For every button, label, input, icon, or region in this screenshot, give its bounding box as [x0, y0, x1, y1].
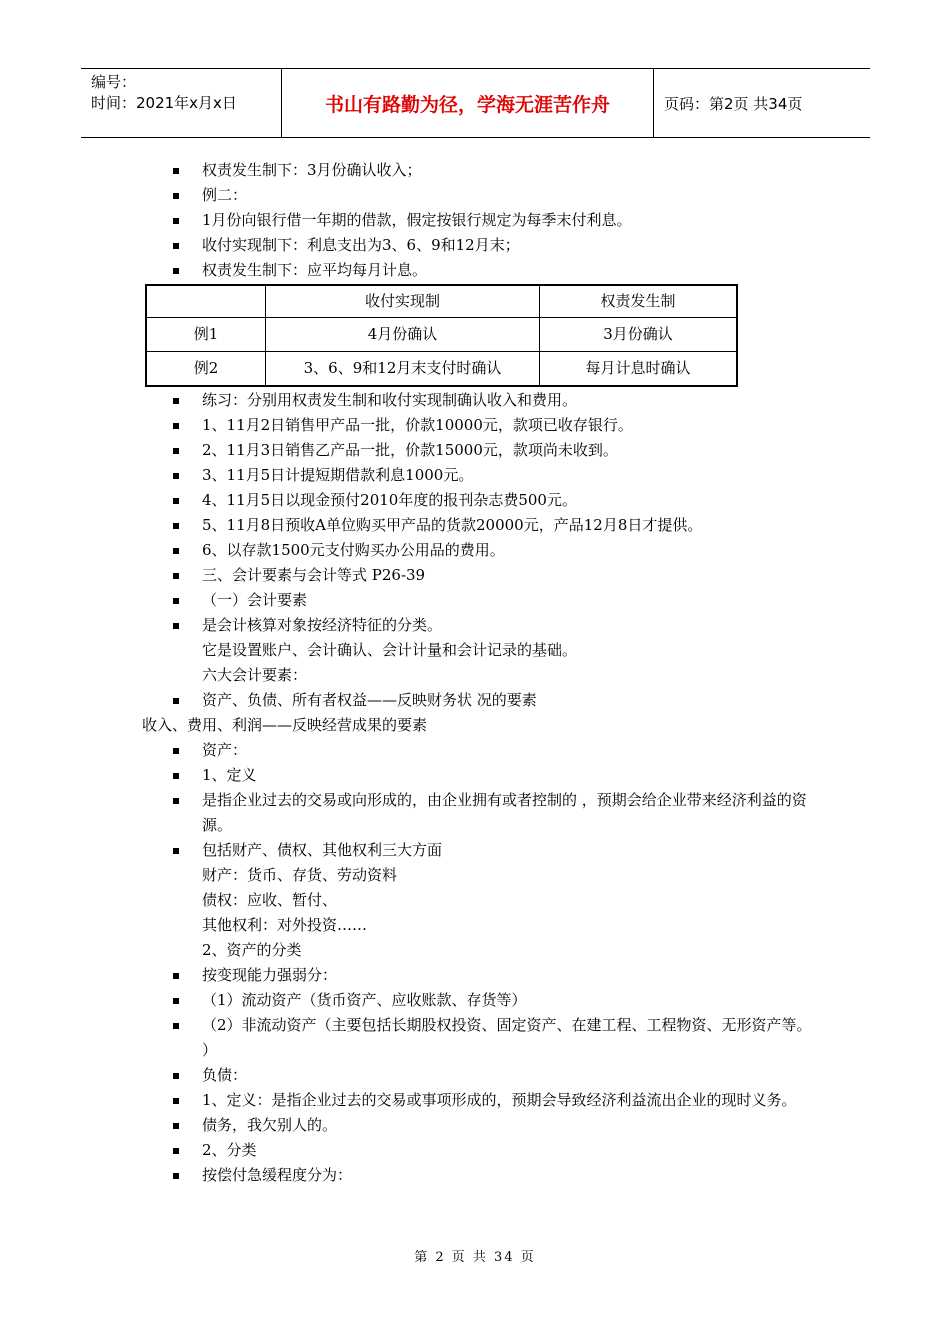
- paragraph-line: 财产：货币、存货、劳动资料: [202, 866, 398, 884]
- text-block-after-table: [142, 388, 820, 1188]
- comparison-table: [145, 284, 738, 387]
- header-page-info: 页码：第2页 共34页: [664, 94, 803, 113]
- bullet-item: 是指企业过去的交易或向形成的，由企业拥有或者控制的 ，预期会给企业带来经济利益的资源。: [170, 788, 820, 838]
- bullet-item: 1、定义：是指企业过去的交易或事项形成的，预期会导致经济利益流出企业的现时义务。: [170, 1088, 820, 1113]
- table-header-cell: 收付实现制: [266, 285, 540, 318]
- table-header-cell: [146, 285, 266, 318]
- document-body: [142, 158, 820, 1188]
- bullet-item: 权责发生制下：应平均每月计息。: [170, 258, 820, 283]
- bullet-item: 5、11月8日预收A单位购买甲产品的货款20000元，产品12月8日才提供。: [170, 513, 820, 538]
- bullet-item: 资产：: [170, 738, 820, 763]
- bullet-item: 4、11月5日以现金预付2010年度的报刊杂志费500元。: [170, 488, 820, 513]
- bullet-item: 包括财产、债权、其他权利三大方面: [170, 838, 820, 863]
- table-header-cell: 权责发生制: [540, 285, 738, 318]
- table-cell: 3月份确认: [540, 318, 738, 352]
- paragraph-line: 2、资产的分类: [202, 941, 302, 959]
- bullet-item: 2、分类: [170, 1138, 820, 1163]
- bullet-item: 按变现能力强弱分：: [170, 963, 820, 988]
- paragraph-line: 它是设置账户、会计确认、会计计量和会计记录的基础。: [202, 641, 578, 659]
- table-cell: 每月计息时确认: [540, 352, 738, 387]
- bullet-item: 按偿付急缓程度分为：: [170, 1163, 820, 1188]
- bullet-item: 1、定义: [170, 763, 820, 788]
- table-cell: 例2: [146, 352, 266, 387]
- table-cell: 例1: [146, 318, 266, 352]
- bullet-item: 是会计核算对象按经济特征的分类。: [170, 613, 820, 638]
- bullet-item: 负债：: [170, 1063, 820, 1088]
- bullet-item: （一）会计要素: [170, 588, 820, 613]
- text-block-before-table: [170, 158, 820, 283]
- paragraph-line: 六大会计要素：: [202, 666, 308, 684]
- document-number-label: 编号：: [91, 73, 137, 91]
- table-row: [146, 318, 737, 352]
- table-cell: 3、6、9和12月末支付时确认: [266, 352, 540, 387]
- paragraph-line: 收入、费用、利润——反映经营成果的要素: [142, 716, 428, 734]
- bullet-item: 例二：: [170, 183, 820, 208]
- header-motto: 书山有路勤为径，学海无涯苦作舟: [281, 69, 654, 137]
- page-header: [81, 68, 870, 138]
- bullet-item: 权责发生制下：3月份确认收入；: [170, 158, 820, 183]
- bullet-item: （1）流动资产（货币资产、应收账款、存货等）: [170, 988, 820, 1013]
- header-meta: [81, 69, 281, 137]
- bullet-item: 6、以存款1500元支付购买办公用品的费用。: [170, 538, 820, 563]
- page-footer: 第 2 页 共 34 页: [414, 1250, 536, 1265]
- bullet-item: （2）非流动资产（主要包括长期股权投资、固定资产、在建工程、工程物资、无形资产等。 ）: [170, 1013, 820, 1063]
- bullet-item: 3、11月5日计提短期借款利息1000元。: [170, 463, 820, 488]
- bullet-item: 资产、负债、所有者权益——反映财务状 况的要素: [170, 688, 820, 713]
- paragraph-line: 债权：应收、暂付、: [202, 891, 338, 909]
- bullet-item: 练习：分别用权责发生制和收付实现制确认收入和费用。: [170, 388, 820, 413]
- table-row: [146, 352, 737, 387]
- document-time-label: 时间：2021年x月x日: [91, 94, 237, 112]
- table-cell: 4月份确认: [266, 318, 540, 352]
- bullet-item: 1、11月2日销售甲产品一批，价款10000元，款项已收存银行。: [170, 413, 820, 438]
- bullet-item: 1月份向银行借一年期的借款，假定按银行规定为每季末付利息。: [170, 208, 820, 233]
- bullet-item: 2、11月3日销售乙产品一批，价款15000元，款项尚未收到。: [170, 438, 820, 463]
- bullet-item: 三、会计要素与会计等式 P26-39: [170, 563, 820, 588]
- bullet-item: 收付实现制下：利息支出为3、6、9和12月末；: [170, 233, 820, 258]
- paragraph-line: 其他权利：对外投资……: [202, 916, 368, 934]
- table-header-row: [146, 285, 737, 318]
- bullet-item: 债务，我欠别人的。: [170, 1113, 820, 1138]
